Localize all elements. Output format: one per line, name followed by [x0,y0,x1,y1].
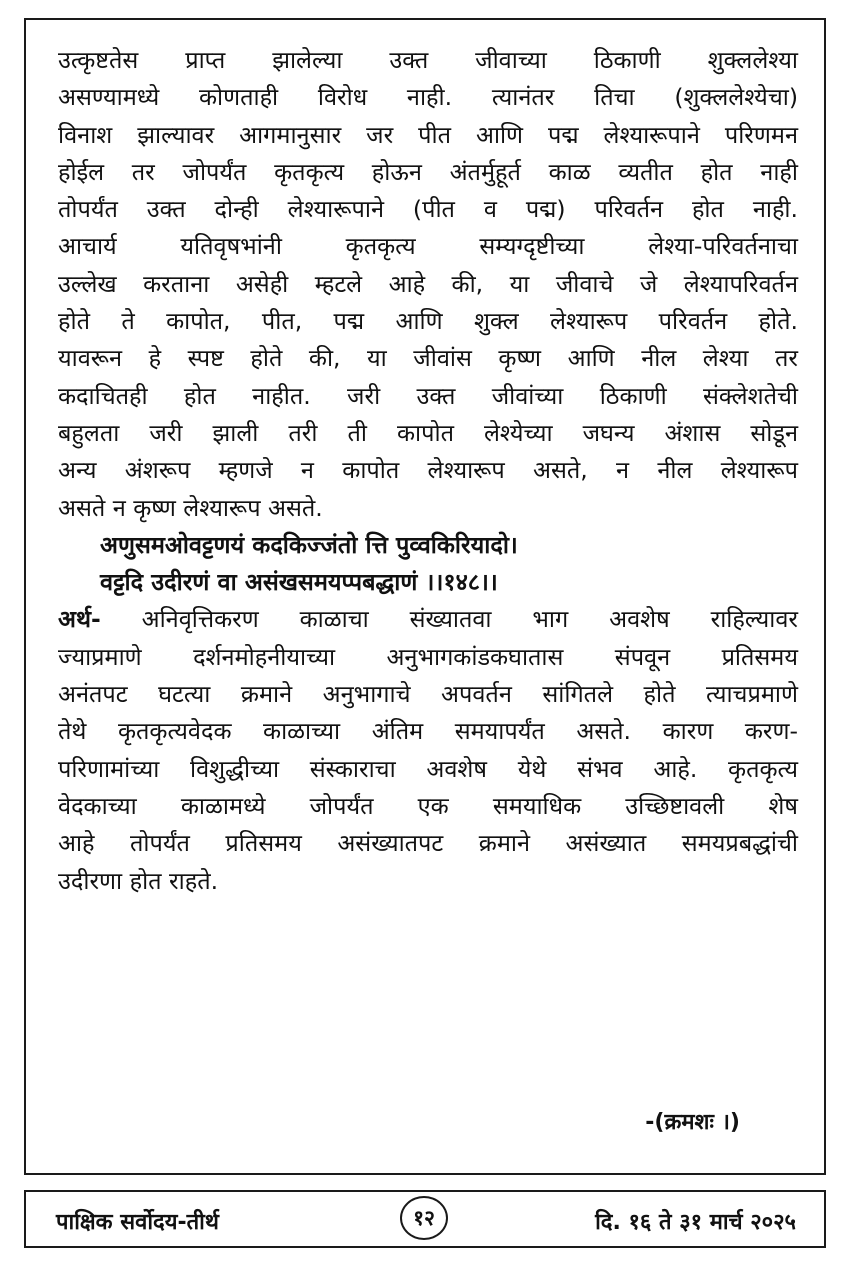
text-line: असण्यामध्ये कोणताही विरोध नाही. त्यानंतर तिचा (शुक्ललेश्येचा) [58,83,798,112]
meaning-first-line: अनिवृत्तिकरण काळाचा संख्यातवा भाग अवशेष राहिल्यावर [100,605,798,634]
prakrit-verse [58,527,798,602]
text-line: कदाचितही होत नाहीत. जरी उक्त जीवांच्या ठिकाणी संक्लेशतेची [58,381,798,410]
page-footer [24,1190,826,1248]
text-line: उल्लेख करताना असेही म्हटले आहे की, या जीवाचे जे लेश्यापरिवर्तन [58,269,798,298]
text-line: परिणामांच्या विशुद्धीच्या संस्काराचा अवशेष येथे संभव आहे. कृतकृत्य [58,754,798,783]
verse-line: वट्टदि उदीरणं वा असंखसमयप्पबद्धाणं ।।१४८।। [100,568,498,597]
text-line: अन्य अंशरूप म्हणजे न कापोत लेश्यारूप असते, न नील लेश्यारूप [58,456,798,485]
text-line: यावरून हे स्पष्ट होते की, या जीवांस कृष्ण आणि नील लेश्या तर [58,344,798,373]
text-line: बहुलता जरी झाली तरी ती कापोत लेश्येच्या जघन्य अंशास सोडून [58,418,798,447]
text-line: आहे तोपर्यंत प्रतिसमय असंख्यातपट क्रमाने असंख्यात समयप्रबद्धांची [58,829,798,858]
text-line: आचार्य यतिवृषभांनी कृतकृत्य सम्यग्दृष्टीच्या लेश्या-परिवर्तनाचा [58,232,798,261]
text-line: विनाश झाल्यावर आगमानुसार जर पीत आणि पद्म लेश्यारूपाने परिणमन [58,120,798,149]
text-line: तोपर्यंत उक्त दोन्ही लेश्यारूपाने (पीत व पद्म) परिवर्तन होत नाही. [58,195,798,224]
verse-line: अणुसमओवट्टणयं कदकिज्जंतो त्ति पुव्वकिरियादो। [100,530,518,559]
text-line: होईल तर जोपर्यंत कृतकृत्य होऊन अंतर्मुहूर्त काळ व्यतीत होत नाही [58,157,798,186]
text-line: अनंतपट घटत्या क्रमाने अनुभागाचे अपवर्तन सांगितले होते त्याचप्रमाणे [58,680,798,709]
continuation-note: -(क्रमशः ।) [645,1110,740,1135]
meaning-label: अर्थ- [58,605,101,634]
magazine-name: पाक्षिक सर्वोदय-तीर्थ [56,1210,219,1235]
text-line: उत्कृष्टतेस प्राप्त झालेल्या उक्त जीवाच्या ठिकाणी शुक्ललेश्या [58,46,798,74]
text-line: तेथे कृतकृत्यवेदक काळाच्या अंतिम समयापर्यंत असते. कारण करण- [58,717,798,746]
article-body [24,18,826,1175]
text-line: वेदकाच्या काळामध्ये जोपर्यंत एक समयाधिक उच्छिष्टावली शेष [58,791,798,820]
text-line: असते न कृष्ण लेश्यारूप असते. [58,493,323,522]
issue-date: दि. १६ ते ३१ मार्च २०२५ [595,1210,796,1235]
text-line [58,601,798,638]
commentary-paragraph [58,42,798,527]
text-line: उदीरणा होत राहते. [58,866,219,895]
meaning-paragraph [58,601,798,899]
text-line: ज्याप्रमाणे दर्शनमोहनीयाच्या अनुभागकांडकघातास संपवून प्रतिसमय [58,642,798,671]
page-number: १२ [400,1196,448,1240]
text-line: होते ते कापोत, पीत, पद्म आणि शुक्ल लेश्यारूप परिवर्तन होते. [58,307,798,336]
